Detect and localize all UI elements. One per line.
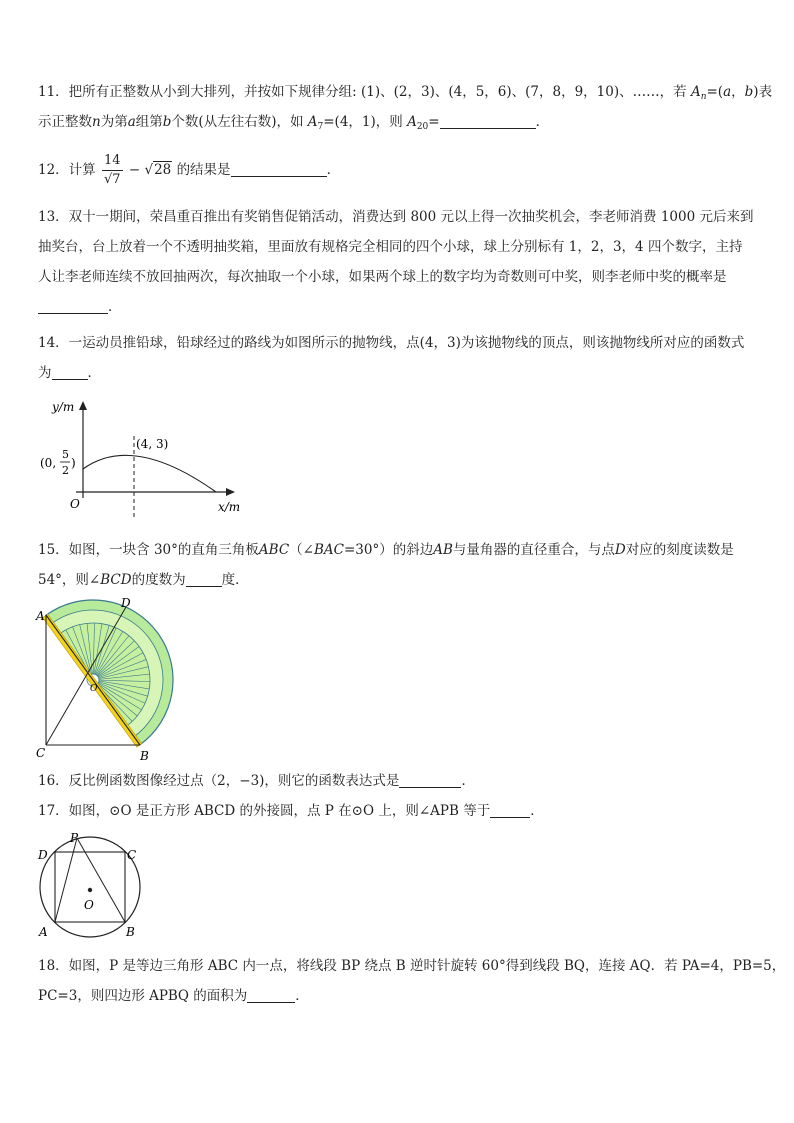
- question-18: 18．如图，P 是等边三角形 ABC 内一点，将线段 BP 绕点 B 逆时针旋转 60°得到线段 BQ，连接 AQ．若 PA=4，PB=5， PC=3，则四边形 APBQ 的面积为 ．: [38, 958, 786, 1004]
- parabola-curve: [83, 455, 216, 492]
- q12-fraction: $\frac{14}{√7}$: [103, 153, 121, 187]
- label-D: D: [38, 848, 48, 862]
- y-intercept-open: (0,: [40, 456, 57, 470]
- q17-answer-blank[interactable]: [490, 802, 530, 818]
- question-16: 16．反比例函数图像经过点（2，−3)，则它的函数表达式是 ．: [38, 773, 475, 789]
- q15-answer-blank[interactable]: [186, 571, 222, 587]
- q12-radical: √28: [144, 162, 172, 178]
- label-B: B: [140, 749, 149, 763]
- y-axis-label: y/m: [52, 400, 75, 414]
- question-11: [38, 77, 773, 137]
- q16-answer-blank[interactable]: [399, 772, 461, 788]
- label-P: P: [70, 831, 79, 845]
- question-14: 14．一运动员推铅球，铅球经过的路线为如图所示的抛物线，点(4，3)为该抛物线的顶点，则该抛物线所对应的函数式 为 ．: [38, 335, 745, 381]
- segment-PA: [55, 838, 77, 922]
- q14-answer-blank[interactable]: [52, 364, 88, 380]
- label-A: A: [39, 925, 48, 939]
- question-17: 17．如图，⊙O 是正方形 ABCD 的外接圆，点 P 在⊙O 上，则∠APB 等于 ．: [38, 803, 544, 819]
- question-15: 15．如图，一块含 30°的直角三角板ABC（∠BAC=30°）的斜边AB与量角器的直径重合，与点D对应的刻度读数是 54°，则∠BCD的度数为 度．: [38, 542, 734, 588]
- q12-answer-blank[interactable]: [231, 161, 327, 177]
- x-axis-label: x/m: [218, 500, 241, 514]
- y-intercept-num: 5: [62, 448, 69, 461]
- vertex-label: (4, 3): [136, 437, 169, 451]
- q11-line2: 示正整数n为第a组第b个数(从左往右数)，如 $A_7=(4$，1)，则 $A_{20}=$ ．: [38, 114, 550, 132]
- label-B: B: [126, 925, 135, 939]
- label-C: C: [36, 746, 46, 760]
- label-O: O: [84, 898, 94, 912]
- x-axis-arrow: [226, 488, 235, 496]
- y-axis-arrow: [79, 401, 87, 410]
- question-13: 13．双十一期间，荣昌重百推出有奖销售促销活动，消费达到 800 元以上得一次抽奖机会，李老师消费 1000 元后来到 抽奖台，台上放着一个不透明抽奖箱，里面放有规格完全相同的四个小球，球上分别标有 1，2，3，4 四个数字，主持 人让李老师连续不放回抽两次，每次抽取一个小球，如果两个球上的数字均为奇数则可中奖，则李老师中奖的概率是 ．: [38, 209, 754, 315]
- protractor: [41, 595, 184, 748]
- label-D: D: [121, 596, 131, 610]
- q11-answer-blank[interactable]: [440, 113, 536, 129]
- q18-answer-blank[interactable]: [247, 987, 295, 1003]
- origin-label: O: [70, 497, 80, 511]
- label-A: A: [36, 609, 45, 623]
- y-intercept-close: ): [71, 456, 76, 470]
- q11-line1: 11．把所有正整数从小到大排列，并按如下规律分组: (1)、(2，3)、(4，5，6)、(7，8，9，10)、……，若 $A_n=(a$，b)表: [38, 84, 773, 102]
- q15-protractor-figure: [34, 595, 184, 765]
- y-intercept-den: 2: [62, 464, 69, 477]
- label-O: O: [90, 684, 98, 694]
- center-dot: [88, 888, 92, 892]
- label-C: C: [127, 848, 137, 862]
- q14-parabola-graph: [38, 396, 248, 520]
- question-12: 12．计算 $\frac{14}{√7}$ − √28 的结果是 ．: [38, 148, 758, 192]
- q13-answer-blank[interactable]: [38, 298, 108, 314]
- q17-circle-square-figure: [34, 830, 154, 942]
